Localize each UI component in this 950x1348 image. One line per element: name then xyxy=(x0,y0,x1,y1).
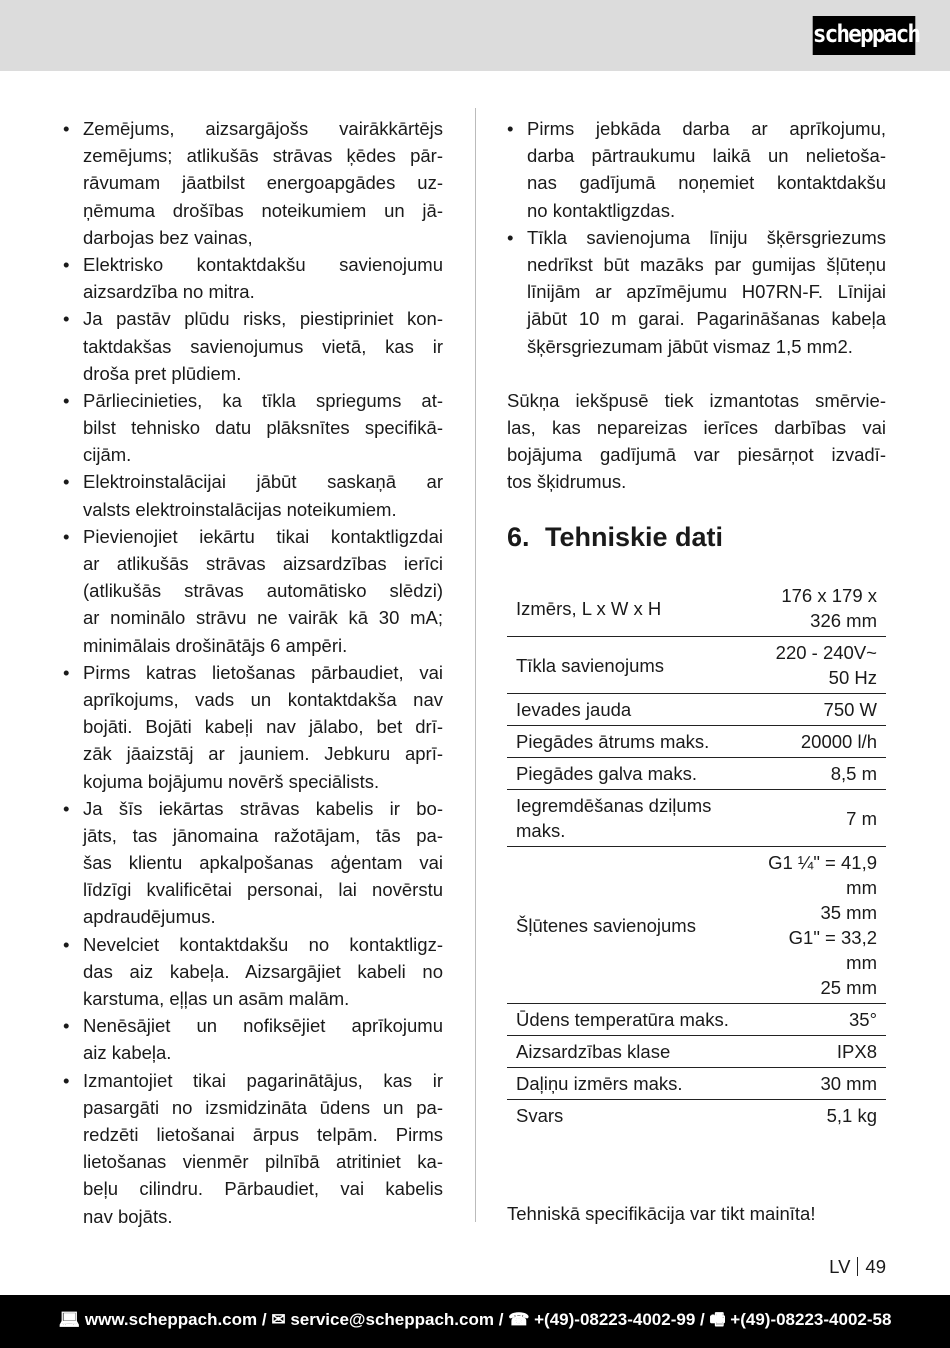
text-line: nas gadījumā noņemiet kontaktdakšu xyxy=(527,172,886,194)
spec-label: Ievades jauda xyxy=(507,694,757,726)
text-line: ņēmuma drošības noteikumiem un jā- xyxy=(83,199,443,221)
text-line: Pārliecinieties, ka tīkla spriegums at- xyxy=(83,389,443,411)
spec-value-line: 35° xyxy=(849,1009,877,1030)
spec-label: Iegremdēšanas dziļums maks. xyxy=(507,790,757,847)
spec-row xyxy=(507,580,886,637)
text-line: taktdakšas savienojumus vietā, kas ir xyxy=(83,335,443,357)
spec-value-line: 326 mm xyxy=(810,610,877,631)
spec-value-line: 30 mm xyxy=(820,1073,877,1094)
text-line: ar atlikušās strāvas aizsardzības ierīci xyxy=(83,553,443,574)
text-line: līdzīgi kvalificētai personai, lai novērstu xyxy=(83,879,443,901)
bullet-icon: • xyxy=(63,1015,70,1037)
bullet-icon: • xyxy=(63,389,70,411)
text-line: šas klientu apkalpošanas aģentam vai xyxy=(83,852,443,874)
spec-value xyxy=(757,726,886,758)
text-line: Nevelciet kontaktdakšu no kontaktligz- xyxy=(83,933,443,955)
text-line: Elektroinstalācijai jābūt saskaņā ar xyxy=(83,471,443,493)
bullet-item xyxy=(63,1067,443,1230)
spec-row xyxy=(507,1068,886,1100)
footer-bar xyxy=(0,1295,950,1348)
footer-email[interactable]: service@scheppach.com xyxy=(290,1310,494,1329)
lubricant-paragraph xyxy=(507,387,886,496)
text-line: bojāti. Bojāti kabeļi nav jālabo, bet drī- xyxy=(83,716,443,738)
page-lang: LV xyxy=(829,1256,851,1277)
spec-row xyxy=(507,1004,886,1036)
bullet-icon: • xyxy=(63,933,70,955)
spec-label: Tīkla savienojums xyxy=(507,637,757,694)
sep: / xyxy=(498,1310,504,1329)
text-line: das aiz kabeļa. Aizsargājiet kabeli no xyxy=(83,960,443,982)
header-bar xyxy=(0,0,950,71)
spec-value-line: mm xyxy=(846,952,877,973)
text-line: Pievienojiet iekārtu tikai kontaktligzdai xyxy=(83,525,443,547)
spec-value-line: 176 x 179 x xyxy=(781,585,877,606)
page-num: 49 xyxy=(865,1256,886,1277)
spec-value-line: G1 ¼" = 41,9 xyxy=(768,852,877,873)
text-line: minimālais drošinātājs 6 ampēri. xyxy=(83,634,348,656)
spec-label: Izmērs, L x W x H xyxy=(507,580,757,637)
bullet-item xyxy=(507,115,886,224)
spec-note: Tehniskā specifikācija var tikt mainīta! xyxy=(507,1203,816,1224)
sep: / xyxy=(700,1310,705,1329)
spec-label: Daļiņu izmērs maks. xyxy=(507,1068,757,1100)
spec-row xyxy=(507,637,886,694)
spec-value-line: 5,1 kg xyxy=(826,1105,877,1126)
spec-value-line: IPX8 xyxy=(836,1041,877,1062)
text-line: Tīkla savienojuma līniju šķērsgriezums xyxy=(527,226,886,248)
spec-value xyxy=(757,1068,886,1100)
text-line: līnijām ar apzīmējumu H07RN-F. Līnijai xyxy=(527,281,886,303)
text-line: darbojas bez vainas, xyxy=(83,226,253,248)
bullet-item xyxy=(63,115,443,251)
text-line: jāts, tas jānomaina ražotājam, tās pa- xyxy=(83,824,443,846)
spec-row xyxy=(507,726,886,758)
bullet-icon: • xyxy=(63,308,70,330)
bullet-icon: • xyxy=(63,1069,70,1091)
text-line: Pirms katras lietošanas pārbaudiet, vai xyxy=(83,661,443,683)
bullet-icon: • xyxy=(63,253,70,275)
computer-icon: 💻︎ xyxy=(58,1310,81,1329)
text-line: zemējums; atlikušās strāvas ķēdes pār- xyxy=(83,145,443,167)
sep: / xyxy=(261,1310,267,1329)
spec-label: Svars xyxy=(516,1105,564,1126)
bullet-item xyxy=(63,387,443,469)
spec-value-line: 220 - 240V~ xyxy=(775,642,877,663)
spec-value-line: 8,5 m xyxy=(830,763,877,784)
fax-icon: 🖷︎ xyxy=(709,1310,726,1329)
text-line: pasargāti no izsmidzināta ūdens un pa- xyxy=(83,1096,443,1118)
spec-value-line: mm xyxy=(846,877,877,898)
bullet-icon: • xyxy=(63,661,70,683)
text-line: redzēti lietošanai ārpus telpām. Pirms xyxy=(83,1123,443,1145)
text-line: ar nominālo strāvu ne vairāk kā 30 mA; xyxy=(83,607,443,629)
bullet-item xyxy=(63,1012,443,1066)
bullet-item xyxy=(507,224,886,360)
spec-value xyxy=(757,694,886,726)
text-line: Zemējums, aizsargājošs vairākkārtējs xyxy=(83,118,443,139)
spec-value xyxy=(757,847,886,1004)
bullet-icon: • xyxy=(507,226,514,248)
text-line: darba pārtraukumu laikā un nelietoša- xyxy=(527,145,886,167)
text-line: apdraudējumus. xyxy=(83,906,216,928)
bullet-icon: • xyxy=(63,471,70,493)
spec-value xyxy=(757,637,886,694)
text-line: Nenēsājiet un nofiksējiet aprīkojumu xyxy=(83,1015,443,1037)
section-number: 6. xyxy=(507,522,530,553)
bullet-item xyxy=(63,931,443,1013)
spec-value-line: 20000 l/h xyxy=(800,731,877,752)
spec-value xyxy=(757,1036,886,1068)
text-line: aizsardzība no mitra. xyxy=(83,281,255,303)
spec-value xyxy=(757,1004,886,1036)
bullet-item xyxy=(63,659,443,795)
spec-value-line: 7 m xyxy=(846,807,877,829)
mail-icon: ✉︎ xyxy=(271,1310,286,1329)
text-line: jābūt 10 m garai. Pagarināšanas kabeļa xyxy=(527,308,886,330)
spec-label: Ūdens temperatūra maks. xyxy=(507,1004,757,1036)
text-line: Sūkņa iekšpusē tiek izmantotas smērvie- xyxy=(507,389,886,411)
text-line: las, kas nepareizas ierīces darbības vai xyxy=(507,416,886,438)
bullet-icon: • xyxy=(63,797,70,819)
text-line: kojuma bojājumu novērš speciālists. xyxy=(83,770,380,792)
bullet-icon: • xyxy=(63,118,70,139)
spec-row xyxy=(507,1100,886,1132)
text-line: tos šķidrumus. xyxy=(507,471,627,493)
bullet-icon: • xyxy=(63,525,70,547)
text-line: valsts elektroinstalācijas noteikumiem. xyxy=(83,498,397,520)
bullet-icon: • xyxy=(507,118,514,139)
spec-value-line: 50 Hz xyxy=(828,667,877,688)
bullet-item xyxy=(63,795,443,931)
spec-value xyxy=(757,758,886,790)
text-line: Ja pastāv plūdu risks, piestipriniet kon- xyxy=(83,308,443,330)
text-line: bilst tehnisko datu plāksnītes specifikā- xyxy=(83,417,443,439)
spec-row xyxy=(507,790,886,847)
left-column xyxy=(63,115,443,1230)
text-line: aiz kabeļa. xyxy=(83,1042,172,1064)
spec-value xyxy=(757,580,886,637)
bullet-item xyxy=(63,523,443,659)
bullet-item xyxy=(63,305,443,387)
spec-row xyxy=(507,847,886,1004)
spec-value xyxy=(757,1100,886,1132)
text-line: zāk jāaizstāj ar jauniem. Jebkuru aprī- xyxy=(83,743,443,765)
section-heading xyxy=(507,517,886,573)
text-line: lietošanas vienmēr pilnībā atritiniet ka- xyxy=(83,1151,443,1173)
right-column xyxy=(507,115,886,573)
text-line: Izmantojiet tikai pagarinātājus, kas ir xyxy=(83,1069,443,1091)
text-line: rāvumam jāatbilst energoapgādes uz- xyxy=(83,172,443,194)
text-line: Ja šīs iekārtas strāvas kabelis ir bo- xyxy=(83,797,443,819)
spec-value xyxy=(757,790,886,847)
spec-row xyxy=(507,758,886,790)
spec-label: Piegādes galva maks. xyxy=(507,758,757,790)
text-line: cijām. xyxy=(83,444,132,466)
text-line: karstuma, eļļas un asām malām. xyxy=(83,988,350,1009)
footer-phone: +(49)-08223-4002-99 xyxy=(534,1310,696,1329)
spec-value-line: 35 mm xyxy=(820,902,877,923)
spec-table xyxy=(507,580,886,1131)
text-line: aprīkojums, vads un kontaktdakša nav xyxy=(83,688,443,710)
spec-value-line: G1" = 33,2 xyxy=(788,927,877,948)
bullet-item xyxy=(63,251,443,305)
text-line: nedrīkst būt mazāks par gumijas šļūteņu xyxy=(527,253,886,275)
text-line: beļu cilindru. Pārbaudiet, vai kabelis xyxy=(83,1178,443,1200)
text-line: no kontaktligzdas. xyxy=(527,199,676,221)
phone-icon: ☎ xyxy=(508,1310,530,1329)
text-line: Pirms jebkāda darba ar aprīkojumu, xyxy=(527,118,886,139)
text-line: Elektrisko kontaktdakšu savienojumu xyxy=(83,253,443,275)
spec-row xyxy=(507,694,886,726)
spec-value-line: 750 W xyxy=(823,699,877,720)
text-line: droša pret plūdiem. xyxy=(83,362,242,384)
page-number xyxy=(829,1256,886,1278)
footer-fax: +(49)-08223-4002-58 xyxy=(730,1310,892,1329)
spec-label: Aizsardzības klase xyxy=(507,1036,757,1068)
spec-label: Piegādes ātrums maks. xyxy=(507,726,757,758)
text-line: šķērsgriezumam jābūt vismaz 1,5 mm2. xyxy=(527,335,853,357)
text-line: (atlikušās strāvas automātisko slēdzi) xyxy=(83,580,443,602)
scheppach-logo: scheppach xyxy=(813,16,916,55)
spec-label: Šļūtenes savienojums xyxy=(507,847,757,1004)
section-title: Tehniskie dati xyxy=(545,522,724,553)
footer-web[interactable]: www.scheppach.com xyxy=(84,1310,258,1329)
text-line: nav bojāts. xyxy=(83,1205,173,1227)
spec-value-line: 25 mm xyxy=(820,977,877,998)
column-divider xyxy=(475,108,476,1222)
right-bullets xyxy=(507,115,886,360)
bullet-item xyxy=(63,468,443,522)
text-line: bojājuma gadījumā var piesārņot izvadī- xyxy=(507,444,886,466)
spec-row xyxy=(507,1036,886,1068)
